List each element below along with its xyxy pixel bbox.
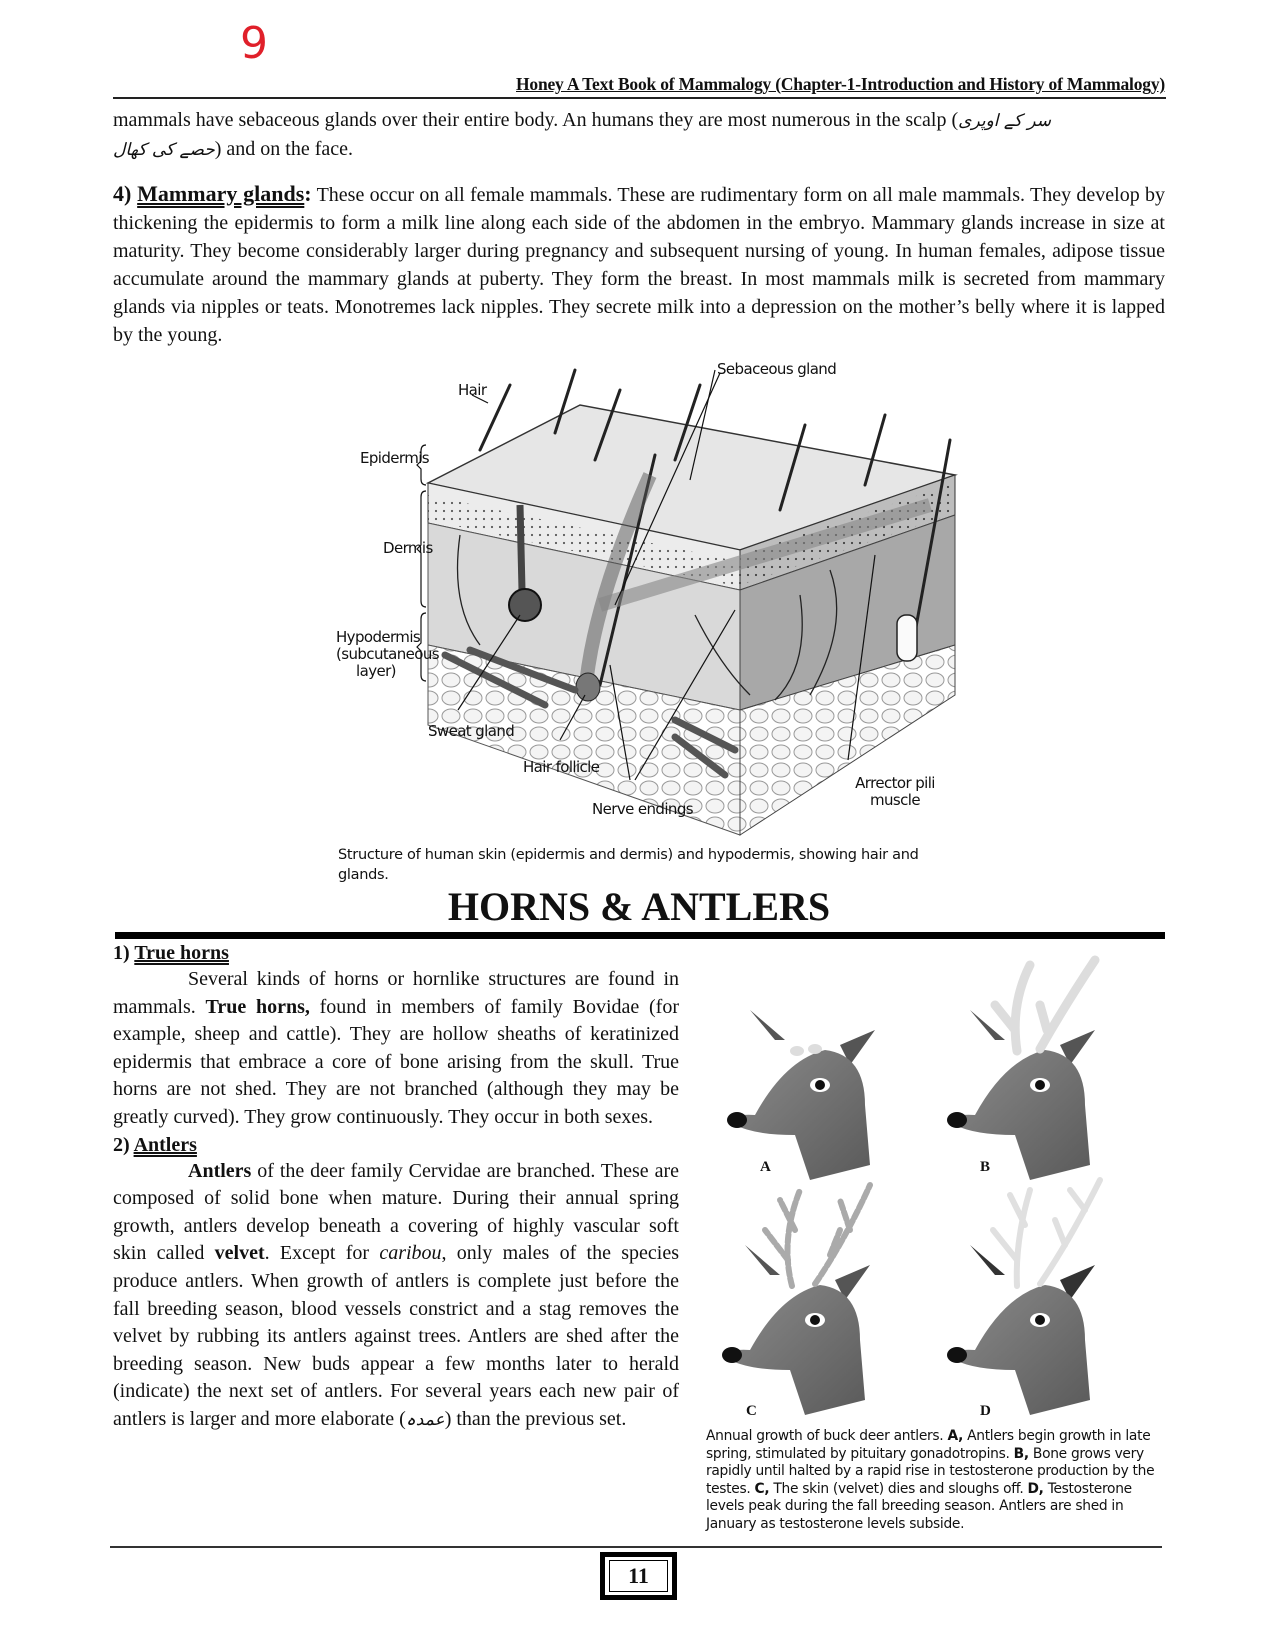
label-hypodermis: Hypodermis (subcutaneous layer) bbox=[336, 628, 439, 680]
panel-label-d: D bbox=[980, 1403, 991, 1419]
horns-antlers-text-column bbox=[113, 940, 679, 1435]
intro-text: mammals have sebaceous glands over their entire body. An humans they are most numerous in the scalp ( bbox=[113, 109, 959, 131]
label-sebaceous-gland: Sebaceous gland bbox=[717, 360, 837, 378]
true-horns-heading: 1) True horns bbox=[113, 942, 229, 964]
true-horns-paragraph: Several kinds of horns or hornlike structures are found in mammals. True horns, found in members of family Bovidae (for example, sheep and cattle). They are hollow sheaths of keratinized epidermis that embrace a core of bone arising from the skull. True horns are not shed. They are not branched (although they may be greatly curved). They grow continuously. They occur in both sexes. bbox=[113, 968, 680, 1128]
antlers-heading: 2) Antlers bbox=[113, 1133, 197, 1156]
panel-label-c: C bbox=[746, 1403, 757, 1419]
label-hair: Hair bbox=[458, 381, 487, 399]
deer-antler-growth-figure bbox=[700, 945, 1165, 1419]
antlers-paragraph: Antlers of the deer family Cervidae are branched. These are composed of solid bone when mature. During their annual spring growth, antlers develop beneath a covering of highly vascular soft skin called velvet. Except for caribou, only males of the species produce antlers. When growth of antlers is complete just before the fall breeding season, blood vessels constrict and a stag removes the velvet by rubbing its antlers against trees. Antlers are shed after the breeding season. New buds appear a few months later to herald (indicate) the next set of antlers. For several years each new pair of antlers is larger and more elaborate (عمدہ) than the previous set. bbox=[113, 1159, 679, 1430]
mammary-heading: 4) Mammary glands: bbox=[113, 181, 312, 206]
label-arrector-pili: Arrector pili muscle bbox=[855, 774, 935, 809]
label-nerve-endings: Nerve endings bbox=[592, 800, 693, 818]
panel-label-b: B bbox=[980, 1159, 991, 1175]
section-title: HORNS & ANTLERS bbox=[447, 884, 831, 929]
label-epidermis: Epidermis bbox=[360, 449, 430, 467]
section-rule bbox=[115, 932, 1165, 939]
mammary-body: These occur on all female mammals. These are rudimentary form on all male mammals. They develop by thickening the epidermis to form a milk line along each side of the abdomen in the embryo. Mammary glands increase in size at maturity. They become considerably larger during pregnancy and subsequent nursing of young. In human females, adipose tissue accumulate around the mammary glands at puberty. They form the breast. In most mammals milk is secreted from mammary glands via nipples or teats. Monotremes lack nipples. They secrete milk into a depression on the mother’s belly where it is lapped by the young. bbox=[113, 184, 1166, 346]
intro-text-end: ) and on the face. bbox=[214, 138, 354, 160]
skin-structure-figure bbox=[330, 360, 970, 890]
urdu-gloss: سر کے اوپری bbox=[958, 111, 1051, 131]
header-rule bbox=[113, 97, 1166, 99]
page-number-box bbox=[600, 1552, 677, 1600]
label-sweat-gland: Sweat gland bbox=[428, 722, 515, 740]
mammary-glands-paragraph bbox=[113, 180, 1165, 349]
intro-paragraph bbox=[113, 106, 1165, 164]
deer-heads-illustration bbox=[700, 945, 1165, 1415]
label-dermis: Dermis bbox=[383, 539, 433, 557]
skin-diagram-illustration bbox=[330, 365, 970, 845]
page-marker: 9 bbox=[240, 18, 268, 69]
panel-label-a: A bbox=[760, 1159, 771, 1175]
skin-figure-caption: Structure of human skin (epidermis and dermis) and hypodermis, showing hair and glands. bbox=[338, 847, 919, 883]
running-header-title: Honey A Text Book of Mammalogy (Chapter-1-Introduction and History of Mammalogy) bbox=[516, 74, 1165, 94]
page-number: 11 bbox=[609, 1560, 668, 1592]
deer-figure-caption: Annual growth of buck deer antlers. A, Antlers begin growth in late spring, stimulated by pituitary gonadotropins. B, Bone grows very rapidly until halted by a rapid rise in testosterone production by the testes. C, The skin (velvet) dies and sloughs off. D, Testosterone levels peak during the fall breeding season. Antlers are shed in January as testosterone levels subside. bbox=[706, 1428, 1155, 1532]
label-hair-follicle: Hair follicle bbox=[523, 758, 600, 776]
footer-rule bbox=[110, 1546, 1162, 1548]
urdu-gloss: حصے کی کھال bbox=[113, 140, 215, 160]
